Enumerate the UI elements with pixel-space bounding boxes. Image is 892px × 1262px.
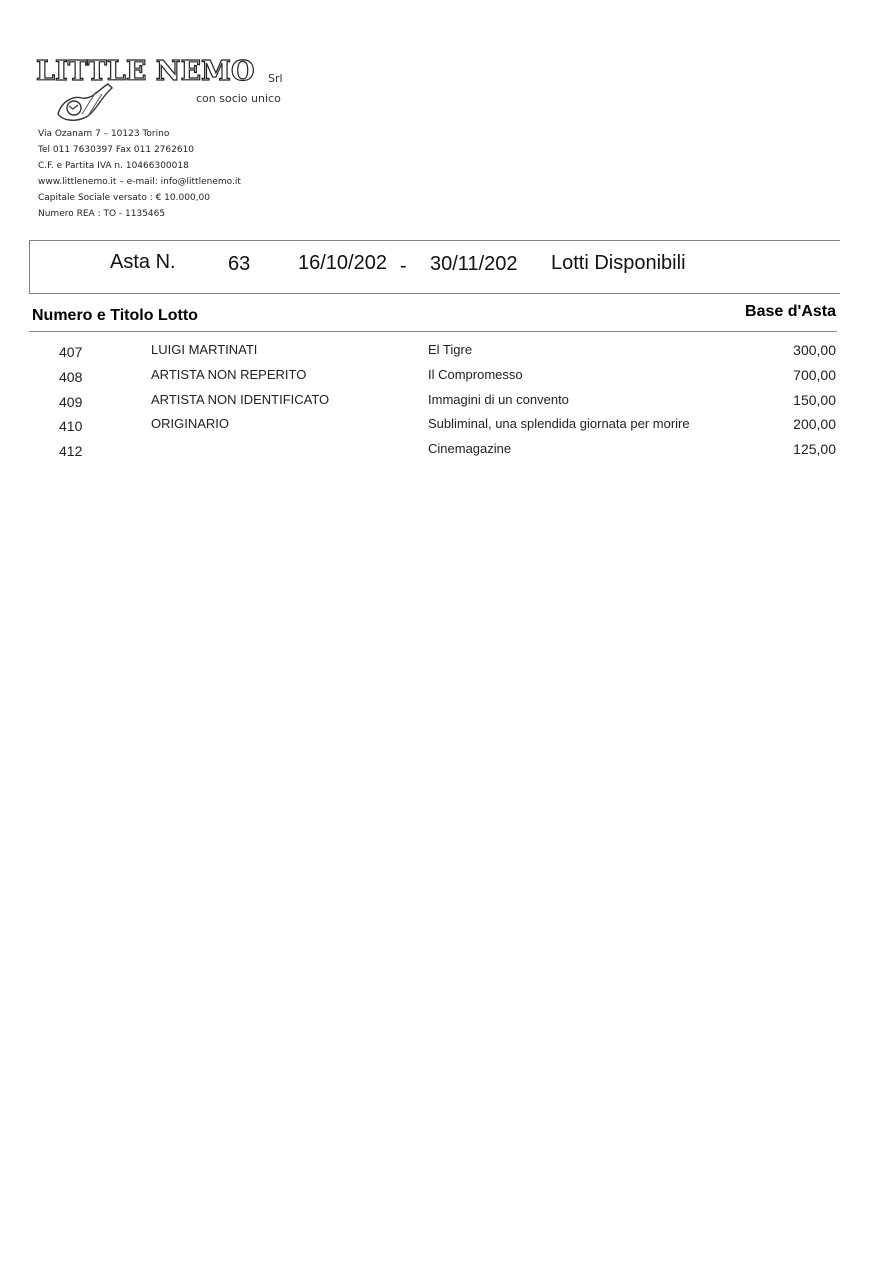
auction-number: 63 (228, 253, 251, 275)
auction-start-date: 16/10/202 (298, 252, 387, 274)
lot-title: Subliminal, una splendida giornata per morire (428, 416, 690, 432)
auction-status: Lotti Disponibili (551, 252, 686, 274)
lot-title: Il Compromesso (428, 366, 523, 382)
lot-table (0, 341, 892, 465)
lot-artist: ORIGINARIO (151, 416, 230, 432)
lot-title: Cinemagazine (428, 441, 512, 457)
column-header-lotto: Numero e Titolo Lotto (32, 307, 198, 324)
table-row (0, 341, 892, 366)
auction-label: Asta N. (110, 251, 176, 273)
column-header-base: Base d'Asta (745, 303, 836, 320)
lot-price: 300,00 (793, 342, 836, 358)
header-divider (29, 331, 837, 332)
company-address: Via Ozanam 7 – 10123 Torino (38, 129, 170, 139)
auction-end-date: 30/11/202 (430, 253, 518, 275)
logo-tagline: con socio unico (196, 92, 281, 105)
lot-title: El Tigre (428, 342, 473, 357)
auction-header-box (29, 240, 840, 294)
company-capital: Capitale Sociale versato : € 10.000,00 (38, 193, 210, 203)
lot-number: 408 (59, 368, 83, 385)
company-details (38, 126, 318, 222)
lot-number: 412 (59, 443, 83, 460)
lot-price: 125,00 (793, 441, 836, 458)
company-web: www.littlenemo.it – e-mail: info@littlenemo.it (38, 177, 241, 187)
company-logo (34, 56, 294, 124)
logo-figure-icon (52, 78, 116, 124)
date-separator: - (400, 255, 407, 277)
lot-title: Immagini di un convento (428, 391, 569, 407)
logo-suffix: Srl (268, 72, 283, 85)
company-rea: Numero REA : TO - 1135465 (38, 209, 166, 219)
lot-artist: LUIGI MARTINATI (151, 342, 258, 357)
company-phone: Tel 011 7630397 Fax 011 2762610 (38, 145, 195, 155)
lot-price: 700,00 (793, 366, 836, 383)
table-row (0, 440, 892, 465)
lot-artist: ARTISTA NON REPERITO (151, 366, 307, 382)
lot-artist: ARTISTA NON IDENTIFICATO (151, 391, 330, 407)
lot-price: 150,00 (793, 391, 836, 408)
table-row (0, 415, 892, 440)
lot-number: 410 (59, 418, 83, 435)
table-row (0, 391, 892, 416)
logo-name: LITTLE NEMO (36, 56, 255, 87)
lot-number: 407 (59, 344, 83, 360)
company-vat: C.F. e Partita IVA n. 10466300018 (38, 161, 189, 171)
lot-price: 200,00 (793, 416, 836, 433)
table-row (0, 366, 892, 391)
lot-number: 409 (59, 393, 83, 410)
